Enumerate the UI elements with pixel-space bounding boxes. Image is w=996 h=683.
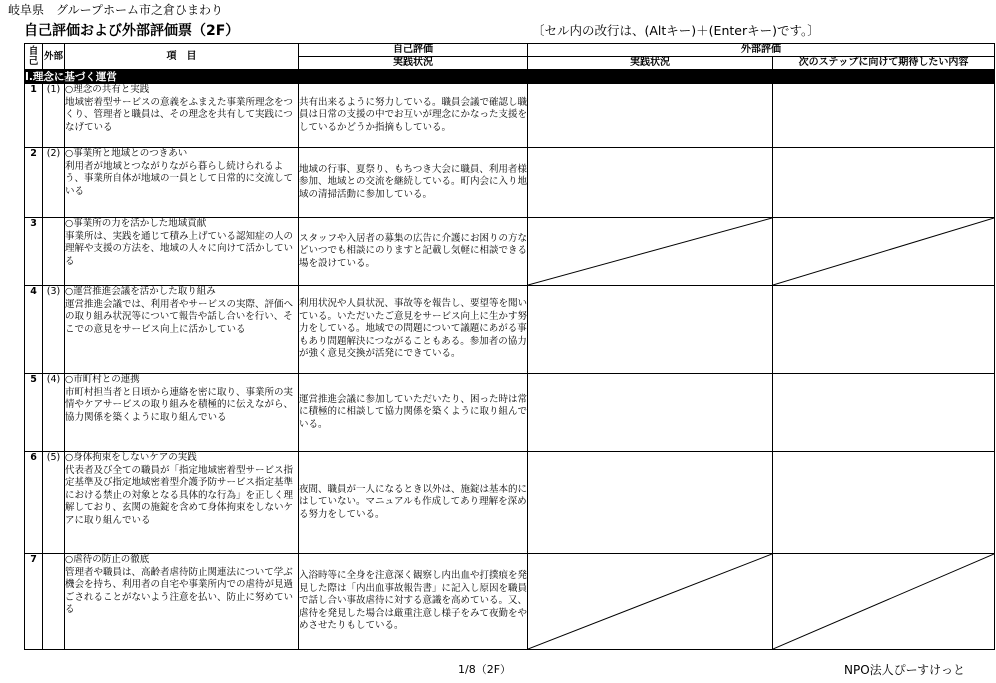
ext-status-cell[interactable] (528, 148, 773, 218)
self-status-cell: 共有出来るように努力している。職員会議で確認し職員は日常の支援の中でお互いが理念にかなった支援をしているかどうか指摘もしている。 (299, 84, 528, 148)
item-title: ○運営推進会議を活かした取り組み (65, 286, 216, 297)
item-title: ○虐待の防止の徹底 (65, 554, 150, 565)
ext-no (43, 218, 65, 286)
item-description: 事業所は、実践を通じて積み上げている認知症の人の理解や支援の方法を、地域の人々に向けて活かしている (65, 230, 294, 267)
org-name: 岐阜県 グループホーム市之倉ひまわり (8, 3, 224, 17)
ext-no: (5) (43, 452, 65, 554)
ext-next-cell[interactable] (773, 452, 995, 554)
item-cell (65, 452, 299, 554)
self-no: 1 (25, 84, 43, 148)
item-cell (65, 218, 299, 286)
self-status-cell: 入浴時等に全身を注意深く観察し内出血や打撲痕を発見した際は「内出血事故報告書」に記入し原因を職員で話し合い事故虐待に対する意識を高めている。又、虐待を発見した場合は厳重注意し様子をみて夜勤をやめさせたりもしている。 (299, 554, 528, 650)
footer-org: NPO法人ぴーすけっと (844, 663, 966, 677)
line-break-note: 〔セル内の改行は、(Altキー)＋(Enterキー)です。〕 (532, 23, 820, 38)
item-cell (65, 374, 299, 452)
col-ext-no-header: 外部 (43, 44, 65, 70)
item-title: ○理念の共有と実践 (65, 84, 150, 95)
self-no: 6 (25, 452, 43, 554)
ext-no: (2) (43, 148, 65, 218)
ext-next-struck-cell (773, 554, 995, 650)
table-row (25, 554, 995, 650)
table-row (25, 452, 995, 554)
self-no: 4 (25, 286, 43, 374)
ext-next-cell[interactable] (773, 286, 995, 374)
item-cell (65, 84, 299, 148)
ext-no (43, 554, 65, 650)
item-cell (65, 286, 299, 374)
ext-status-cell[interactable] (528, 374, 773, 452)
self-no: 7 (25, 554, 43, 650)
item-cell (65, 148, 299, 218)
item-description: 市町村担当者と日頃から連絡を密に取り、事業所の実情やケアサービスの取り組みを積極的に伝えながら、協力関係を築くように取り組んでいる (65, 386, 294, 423)
ext-status-cell[interactable] (528, 452, 773, 554)
self-status-cell: 地域の行事、夏祭り、もちつき大会に職員、利用者様参加、地域との交流を継続している。町内会に入り地域の清掃活動に参加している。 (299, 148, 528, 218)
ext-next-cell[interactable] (773, 374, 995, 452)
item-description: 利用者が地域とつながりながら暮らし続けられるよう、事業所自体が地域の一員として日常的に交流している (65, 160, 294, 197)
ext-no: (3) (43, 286, 65, 374)
self-eval-header: 自己評価 (299, 44, 528, 57)
self-status-cell: スタッフや入居者の募集の広告に介護にお困りの方などいつでも相談にのりますと記載し気軽に相談できる場を設けている。 (299, 218, 528, 286)
self-status-cell: 運営推進会議に参加していただいたり、困った時は常に積極的に相談して協力関係を築くように取り組んでいる。 (299, 374, 528, 452)
table-row (25, 84, 995, 148)
item-description: 運営推進会議では、利用者やサービスの実際、評価への取り組み状況等について報告や話し合いを行い、そこでの意見をサービス向上に活かしている (65, 298, 294, 335)
evaluation-table (24, 43, 995, 650)
item-title: ○事業所の力を活かした地域貢献 (65, 218, 207, 229)
self-status-cell: 夜間、職員が一人になるとき以外は、施錠は基本的にはしていない。マニュアルも作成してあり理解を深める努力をしている。 (299, 452, 528, 554)
self-status-header: 実践状況 (299, 57, 528, 70)
table-row (25, 148, 995, 218)
ext-no: (1) (43, 84, 65, 148)
section-header: Ⅰ.理念に基づく運営 (25, 70, 995, 84)
ext-next-cell[interactable] (773, 148, 995, 218)
self-no: 2 (25, 148, 43, 218)
item-title: ○市町村との連携 (65, 374, 140, 385)
ext-eval-header: 外部評価 (528, 44, 995, 57)
self-status-cell: 利用状況や人員状況、事故等を報告し、要望等を聞いている。いただいたご意見をサービス向上に生かす努力をしている。地域での問題について議題にあがる事もあり問題解決につながることもある。参加者の協力が強く意見交換が活発にできている。 (299, 286, 528, 374)
page-number: 1/8（2F） (458, 663, 512, 676)
diagonal-strike (773, 554, 994, 649)
ext-status-cell[interactable] (528, 286, 773, 374)
col-self-no-header: 自己 (25, 44, 43, 70)
table-row (25, 374, 995, 452)
ext-next-struck-cell (773, 218, 995, 286)
ext-status-struck-cell (528, 218, 773, 286)
col-item-header: 項 目 (65, 44, 299, 70)
diagonal-strike (528, 554, 772, 649)
item-description: 代表者及び全ての職員が「指定地域密着型サービス指定基準及び指定地域密着型介護予防サービス指定基準における禁止の対象となる具体的な行為」を正しく理解しており、玄関の施錠を含めて身体拘束をしないケアに取り組んでいる (65, 464, 294, 526)
item-description: 管理者や職員は、高齢者虐待防止関連法について学ぶ機会を持ち、利用者の自宅や事業所内での虐待が見過ごされることがないよう注意を払い、防止に努めている (65, 566, 294, 615)
item-description: 地域密着型サービスの意義をふまえた事業所理念をつくり、管理者と職員は、その理念を共有して実践につなげている (65, 96, 294, 133)
item-title: ○事業所と地域とのつきあい (65, 148, 188, 159)
table-row (25, 286, 995, 374)
item-title: ○身体拘束をしないケアの実践 (65, 452, 197, 463)
page-title: 自己評価および外部評価票（2F） (24, 23, 240, 39)
self-no: 5 (25, 374, 43, 452)
ext-no: (4) (43, 374, 65, 452)
item-cell (65, 554, 299, 650)
diagonal-strike (773, 218, 994, 285)
ext-next-header: 次のステップに向けて期待したい内容 (773, 57, 995, 70)
ext-status-cell[interactable] (528, 84, 773, 148)
table-row (25, 218, 995, 286)
ext-next-cell[interactable] (773, 84, 995, 148)
self-no: 3 (25, 218, 43, 286)
ext-status-header: 実践状況 (528, 57, 773, 70)
diagonal-strike (528, 218, 772, 285)
ext-status-struck-cell (528, 554, 773, 650)
